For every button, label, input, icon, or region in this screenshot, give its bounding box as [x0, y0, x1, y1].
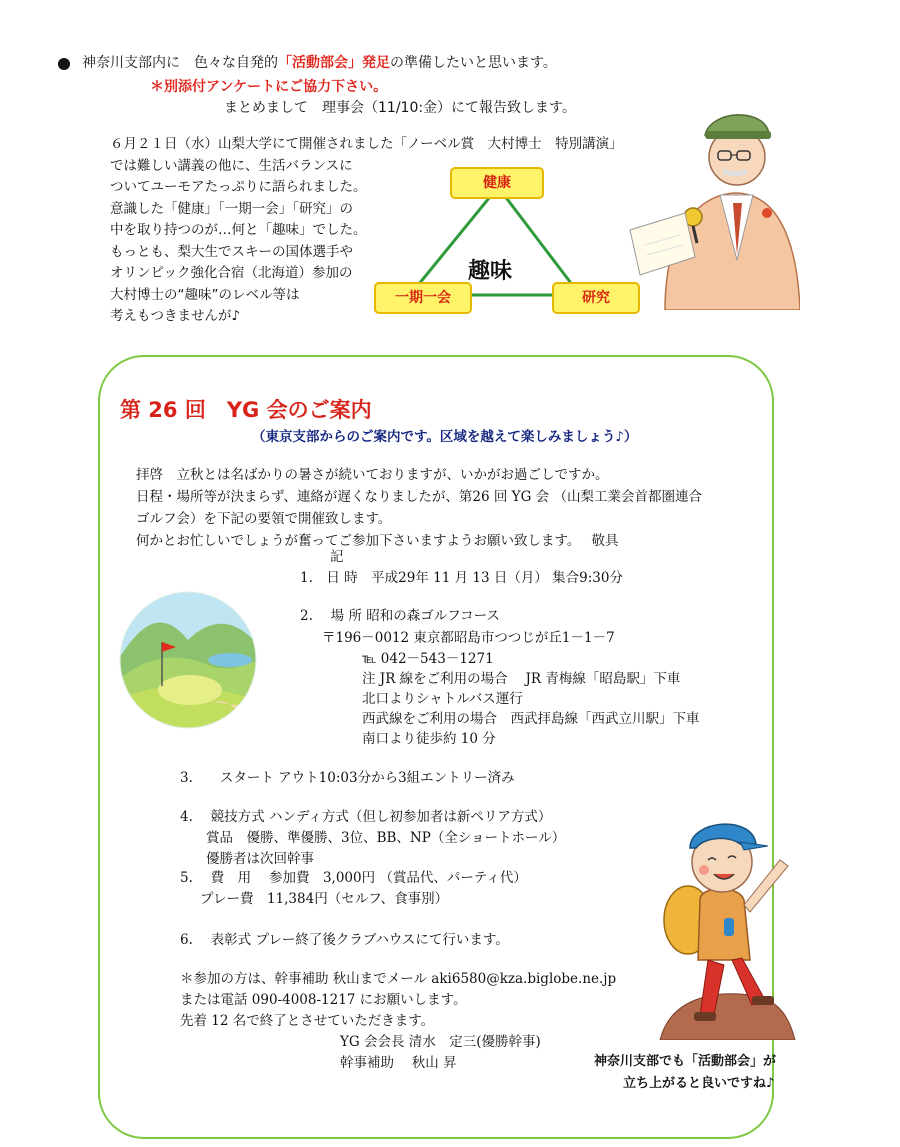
diagram-node-ichigo-ichie: 一期一会	[374, 282, 472, 314]
item-format: 4. 競技方式 ハンディ方式（但し初参加者は新ペリア方式）	[180, 809, 552, 825]
letter-line: 日程・場所等が決まらず、連絡が遅くなりましたが、第26 回 YG 会 （山梨工業会首都圏連合	[136, 489, 702, 505]
diagram-center-hobby: 趣味	[468, 259, 513, 284]
lecture-line: 意識した「健康」「一期一会」「研究」の	[110, 200, 353, 217]
item-ceremony: 6. 表彰式 プレー終了後クラブハウスにて行います。	[180, 932, 509, 948]
item-prizes: 賞品 優勝、準優勝、3位、BB、NP（全ショートホール）	[206, 830, 566, 846]
lecture-line: もっとも、梨大生でスキーの国体選手や	[110, 243, 353, 260]
item-note-walk: 南口より徒歩約 10 分	[362, 731, 496, 747]
item-start: 3. スタート アウト10:03分から3組エントリー済み	[180, 770, 515, 786]
item-date: 1. 日 時 平成29年 11 月 13 日（月） 集合9:30分	[300, 570, 623, 586]
letter-line: 何かとお忙しいでしょうが奮ってご参加下さいますようお願い致します。 敬具	[136, 533, 619, 549]
section-title: 第 26 回 YG 会のご案内	[120, 398, 372, 422]
lecture-line: 考えもつきませんが♪	[110, 308, 241, 324]
lecture-line: 大村博士の“趣味”のレベル等は	[110, 286, 300, 303]
item-note-jr: 注 JR 線をご利用の場合 JR 青梅線「昭島駅」下車	[362, 671, 681, 687]
lecture-line: では難しい講義の他に、生活バランスに	[110, 157, 353, 174]
hiker-illustration	[640, 800, 810, 1040]
diagram-node-health: 健康	[450, 167, 544, 199]
notice-text: 神奈川支部内に 色々な自発的	[82, 55, 278, 71]
section-subtitle: （東京支部からのご案内です。区域を越えて楽しみましょう♪）	[252, 429, 638, 445]
caption-line-1: 神奈川支部でも「活動部会」が	[594, 1054, 777, 1069]
notice-highlight: 「活動部会」発足	[278, 55, 390, 71]
contact-line: 先着 12 名で終了とさせていただきます。	[180, 1013, 435, 1029]
bullet-dot	[58, 58, 70, 70]
diagram-node-research: 研究	[552, 282, 640, 314]
golf-course-icon	[118, 590, 258, 730]
item-tel: ℡ 042－543－1271	[362, 651, 494, 667]
letter-line: ゴルフ会）を下記の要領で開催致します。	[136, 511, 392, 527]
ki-marker: 記	[330, 549, 344, 565]
item-fee: 5. 費 用 参加費 3,000円 （賞品代、パーティ代）	[180, 870, 527, 886]
lecturer-illustration	[625, 85, 800, 310]
lecture-line: ついてユーモアたっぷりに語られました。	[110, 179, 367, 195]
contact-line: または電話 090-4008-1217 にお願いします。	[180, 992, 467, 1008]
lecture-line: オリンピック強化合宿（北海道）参加の	[110, 265, 353, 281]
item-address: 〒196－0012 東京都昭島市つつじが丘1－1－7	[322, 630, 615, 646]
signature-assistant: 幹事補助 秋山 昇	[340, 1055, 457, 1071]
board-report-note: まとめまして 理事会（11/10:金）にて報告致します。	[224, 100, 576, 116]
notice-line-1	[82, 52, 557, 72]
letter-line: 拝啓 立秋とは名ばかりの暑さが続いておりますが、いかがお過ごしですか。	[136, 467, 609, 483]
item-note-shuttle: 北口よりシャトルバス運行	[362, 691, 523, 707]
item-winner: 優勝者は次回幹事	[206, 851, 314, 867]
item-note-seibu: 西武線をご利用の場合 西武拝島線「西武立川駅」下車	[362, 711, 700, 727]
lecture-line: 中を取り持つのが…何と「趣味」でした。	[110, 222, 367, 238]
lecture-line: ６月２１日（水）山梨大学にて開催されました「ノーベル賞 大村博士 特別講演」	[110, 136, 623, 152]
contact-line: ＊参加の方は、幹事補助 秋山までメール aki6580@kza.biglobe.ne.jp	[180, 971, 617, 987]
item-place: 2. 場 所 昭和の森ゴルフコース	[300, 608, 500, 624]
survey-request: ＊別添付アンケートにご協力下さい。	[150, 79, 388, 95]
signature-chair: YG 会会長 清水 定三(優勝幹事)	[340, 1034, 541, 1050]
caption-line-2: 立ち上がると良いですね♪	[623, 1076, 775, 1091]
item-play-fee: プレー費 11,384円（セルフ、食事別）	[200, 891, 449, 907]
notice-text-end: の準備したいと思います。	[390, 55, 557, 71]
